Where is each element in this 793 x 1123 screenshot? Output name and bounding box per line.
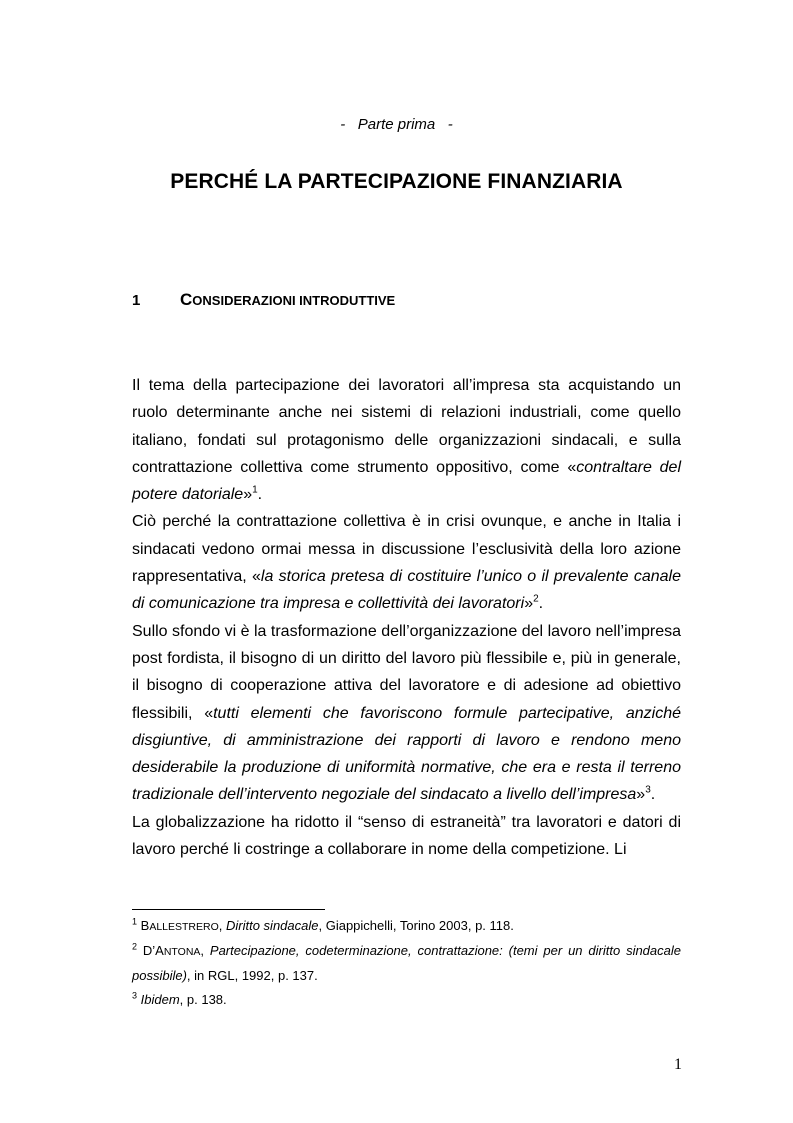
paragraph-3: [132, 618, 681, 809]
paragraph-4: La globalizzazione ha ridotto il “senso di estraneità” tra lavoratori e datori di lavoro perché li costringe a collaborare in nome della competizione. Li: [132, 813, 681, 859]
paragraph-2: [132, 508, 681, 617]
paragraph-2-text: Ciò perché la contrattazione collettiva è in crisi ovunque, e anche in Italia i sindacati vedono ormai messa in discussione l’esclusività della loro azione rappresentativa, «: [132, 513, 681, 586]
footnote-ref-2: 2: [533, 594, 539, 606]
footnote-2-author-rest: NTONA: [163, 946, 201, 958]
footnote-2-rest: , in RGL, 1992, p. 137.: [186, 968, 318, 983]
footnote-1-author-rest: ALLESTRERO: [149, 921, 219, 933]
footnote-2-author-initial: D’A: [142, 943, 164, 958]
section-title-initial: C: [180, 290, 193, 309]
footnote-1-sep: ,: [218, 918, 226, 933]
footnote-ref-3: 3: [645, 785, 651, 797]
paragraph-1-end: .: [257, 486, 263, 504]
footnote-2: [132, 939, 681, 988]
footnote-2-sep: ,: [200, 943, 210, 958]
paragraph-3-end: .: [650, 786, 656, 804]
page-title: PERCHÉ LA PARTECIPAZIONE FINANZIARIA: [170, 170, 623, 193]
footnote-divider: [132, 909, 325, 910]
footnote-3: [132, 988, 681, 1012]
body-text: [132, 372, 681, 863]
footnote-1-number: 1: [132, 916, 138, 927]
footnote-3-work: Ibidem: [140, 992, 180, 1007]
section-number: 1: [132, 292, 141, 309]
paragraph-2-quote: la storica pretesa di costituire l’unico o il prevalente canale di comunicazione tra impresa e collettività dei lavoratori: [132, 568, 681, 613]
paragraph-1-close: »: [243, 486, 253, 504]
page-number: 1: [674, 1056, 682, 1073]
footnote-1: [132, 914, 681, 939]
paragraph-1-text: Il tema della partecipazione dei lavoratori all’impresa sta acquistando un ruolo determinante anche nei sistemi di relazioni industriali, come quello italiano, fondati sul protagonismo delle organizzazioni sindacali, e sulla contrattazione collettiva come strumento oppositivo, come «: [132, 377, 681, 476]
paragraph-3-close: »: [636, 786, 646, 804]
footnote-1-author-initial: B: [140, 918, 150, 933]
footnote-1-work: Diritto sindacale: [226, 918, 319, 933]
footnotes: [132, 914, 681, 1012]
paragraph-1-quote: contraltare del potere datoriale: [132, 458, 681, 504]
footnote-3-number: 3: [132, 990, 138, 1001]
footnote-1-rest: , Giappichelli, Torino 2003, p. 118.: [318, 918, 514, 933]
paragraph-1: [132, 372, 681, 508]
paragraph-2-close: »: [524, 595, 534, 613]
paragraph-3-text: Sullo sfondo vi è la trasformazione dell’organizzazione del lavoro nell’impresa post fordista, il bisogno di un diritto del lavoro più flessibile e, più in generale, il bisogno di cooperazione attiva del lavoratore e di adesione ad obiettivo flessibili, «: [132, 622, 681, 722]
part-label: - Parte prima -: [340, 116, 453, 133]
paragraph-3-quote: tutti elementi che favoriscono formule partecipative, anziché disgiuntive, di amministrazione dei rapporti di lavoro e rendono meno desiderabile la produzione di uniformità normative, che era e resta il terreno tradizionale dell’intervento negoziale del sindacato a livello dell’impresa: [132, 704, 681, 804]
paragraph-2-end: .: [538, 595, 544, 613]
section-heading: [132, 290, 395, 310]
footnote-2-work: Partecipazione, codeterminazione, contrattazione: (temi per un diritto sindacale possibile): [132, 943, 681, 983]
section-title-rest: ONSIDERAZIONI INTRODUTTIVE: [192, 293, 396, 308]
footnote-3-rest: , p. 138.: [179, 992, 227, 1007]
footnote-2-number: 2: [132, 941, 138, 952]
footnote-ref-1: 1: [252, 484, 258, 496]
